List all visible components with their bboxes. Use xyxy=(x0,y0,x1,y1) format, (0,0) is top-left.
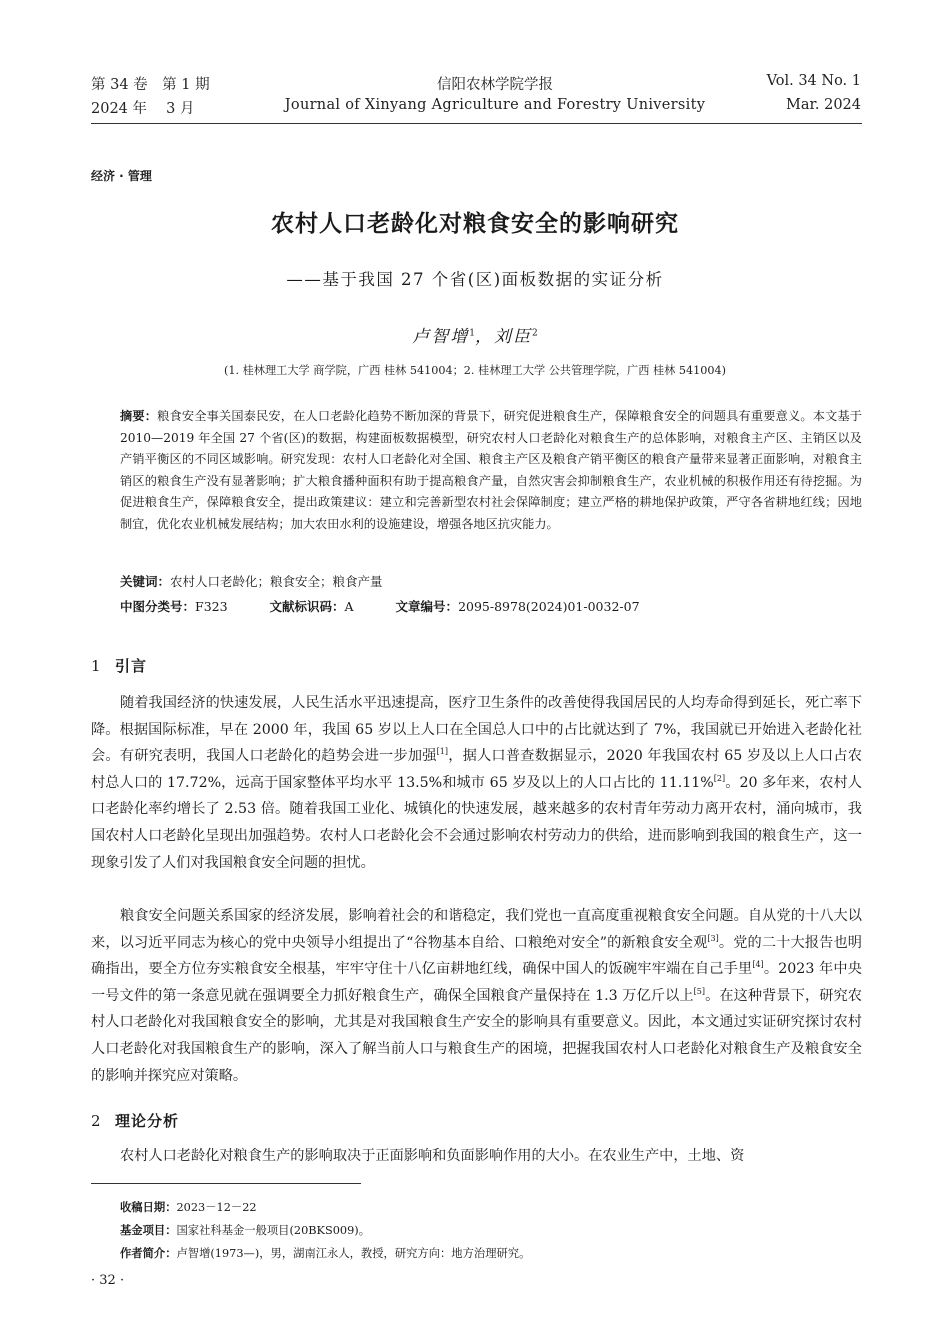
abstract-text: 粮食安全事关国泰民安，在人口老龄化趋势不断加深的背景下，研究促进粮食生产，保障粮食安全的问题具有重要意义。本文基于 2010—2019 年全国 27 个省(区)的数据，构建面板数据模型，研究农村人口老龄化对粮食生产的总体影响，对粮食主产区、主销区以及产销平衡区的不同区域影响。研究发现：农村人口老龄化对全国、粮食主产区及粮食产销平衡区的粮食产量带来显著正面影响，对粮食主销区的粮食生产没有显著影响；扩大粮食播种面积有助于提高粮食产量，自然灾害会抑制粮食生产，农业机械的积极作用还有待挖掘。为促进粮食生产，保障粮食安全，提出政策建议：建立和完善新型农村社会保障制度；建立严格的耕地保护政策，严守各省耕地红线；因地制宜，优化农业机械发展结构；加大农田水利的设施建设，增强各地区抗灾能力。 xyxy=(120,409,862,531)
section-title: 引言 xyxy=(115,657,148,675)
author-info-label: 作者简介： xyxy=(120,1247,177,1260)
text-run: 。党的二十大报告也明确指出，要全方位夯实粮食安全根基，牢牢守住十八亿亩耕地红线，确保中国人的饭碗牢牢端在自己手里 xyxy=(91,934,862,978)
keywords xyxy=(120,572,383,590)
author-name: 卢智增 xyxy=(412,327,470,347)
citation-ref: [1] xyxy=(436,747,448,757)
volume-issue-cn: 第 34 卷 第 1 期 xyxy=(91,77,210,93)
received-value: 2023－12－22 xyxy=(176,1201,257,1214)
article-number-label: 文章编号： xyxy=(395,599,459,614)
keywords-text: 农村人口老龄化；粮食安全；粮食产量 xyxy=(170,574,383,589)
text-run: 。20 多年来，农村人口老龄化率约增长了 2.53 倍。随着我国工业化、城镇化的快速发展，越来越多的农村青年劳动力离开农村，涌向城市，我国农村人口老龄化呈现出加强趋势。农村人口老龄化会不会通过影响农村劳动力的供给，进而影响到我国的粮食生产，这一现象引发了人们对我国粮食安全问题的担忧。 xyxy=(91,774,862,871)
affiliation-mark: 2 xyxy=(532,328,538,339)
citation-ref: [5] xyxy=(693,986,705,996)
paragraph xyxy=(91,1143,862,1170)
footnote-received xyxy=(120,1199,257,1215)
journal-name-en: Journal of Xinyang Agriculture and Forestry University xyxy=(284,97,706,113)
section-heading xyxy=(91,655,147,676)
abstract xyxy=(120,406,862,536)
text-run: 。2023 年中央一号文件的第一条意见就在强调要全力抓好粮食生产，确保全国粮食产量保持在 1.3 万亿斤以上 xyxy=(91,961,862,1004)
section-label: 经济 · 管理 xyxy=(91,169,152,183)
author-separator: ， xyxy=(475,327,494,347)
citation-ref: [3] xyxy=(707,933,719,943)
section-number: 2 xyxy=(91,1112,101,1130)
section-heading xyxy=(91,1110,179,1131)
text-run: 随着我国经济的快速发展，人民生活水平迅速提高，医疗卫生条件的改善使得我国居民的人均寿命得到延长，死亡率下降。根据国际标准，早在 2000 年，我国 65 岁以上人口在全国总人口中的占比就达到了 7%，我国就已开始进入老龄化社会。有研究表明，我国人口老龄化的趋势会进一步加强 xyxy=(91,695,862,765)
header-rule xyxy=(91,123,862,124)
citation-ref: [4] xyxy=(752,960,764,970)
date-en: Mar. 2024 xyxy=(786,97,861,113)
paper-title: 农村人口老龄化对粮食安全的影响研究 xyxy=(271,211,679,237)
text-run: 。在这种背景下，研究农村人口老龄化对我国粮食安全的影响，尤其是对我国粮食生产安全的影响具有重要意义。因此，本文通过实证研究探讨农村人口老龄化对我国粮食生产的影响，深入了解当前人口与粮食生产的困境，把握我国农村人口老龄化对粮食生产及粮食安全的影响并探究应对策略。 xyxy=(91,987,862,1084)
section-number: 1 xyxy=(91,657,101,675)
volume-issue-en: Vol. 34 No. 1 xyxy=(766,73,861,89)
footnote-author xyxy=(120,1245,530,1261)
fund-value: 国家社科基金一般项目(20BKS009)。 xyxy=(176,1224,370,1237)
author-line xyxy=(0,322,950,347)
classification-line xyxy=(120,597,640,615)
clc-value: F323 xyxy=(195,599,228,614)
footnote-fund xyxy=(120,1222,370,1238)
author-name: 刘臣 xyxy=(494,327,532,347)
keywords-label: 关键词： xyxy=(120,574,171,589)
clc-label: 中图分类号： xyxy=(120,599,196,614)
document-code-value: A xyxy=(344,599,354,614)
footnote-rule xyxy=(91,1183,361,1184)
author-info-value: 卢智增(1973—)，男，湖南江永人，教授，研究方向：地方治理研究。 xyxy=(176,1247,531,1260)
affiliation: (1. 桂林理工大学 商学院，广西 桂林 541004；2. 桂林理工大学 公共管理学院，广西 桂林 541004) xyxy=(224,364,726,377)
text-run: ，据人口普查数据显示，2020 年我国农村 65 岁及以上人口占农村总人口的 17.72%，远高于国家整体平均水平 13.5%和城市 65 岁及以上的人口占比的 11.11% xyxy=(91,748,862,791)
text-run: 粮食安全问题关系国家的经济发展，影响着社会的和谐稳定，我们党也一直高度重视粮食安全问题。自从党的十八大以来，以习近平同志为核心的党中央领导小组提出了“谷物基本自给、口粮绝对安全”的新粮食安全观 xyxy=(91,908,862,951)
fund-label: 基金项目： xyxy=(120,1224,177,1237)
journal-name-cn: 信阳农林学院学报 xyxy=(437,77,553,93)
paragraph xyxy=(91,903,862,1089)
section-title: 理论分析 xyxy=(115,1112,180,1130)
date-cn: 2024 年 3 月 xyxy=(91,101,195,117)
document-code-label: 文献标识码： xyxy=(269,599,345,614)
article-number-value: 2095-8978(2024)01-0032-07 xyxy=(458,599,640,614)
citation-ref: [2] xyxy=(713,773,726,783)
paper-subtitle: ——基于我国 27 个省(区)面板数据的实证分析 xyxy=(286,270,664,289)
received-label: 收稿日期： xyxy=(120,1201,177,1214)
text-run: 农村人口老龄化对粮食生产的影响取决于正面影响和负面影响作用的大小。在农业生产中，土地、资 xyxy=(120,1148,745,1164)
page-number: · 32 · xyxy=(91,1273,125,1288)
abstract-label: 摘要： xyxy=(120,409,158,423)
affiliation-mark: 1 xyxy=(469,328,475,339)
paragraph xyxy=(91,690,862,876)
